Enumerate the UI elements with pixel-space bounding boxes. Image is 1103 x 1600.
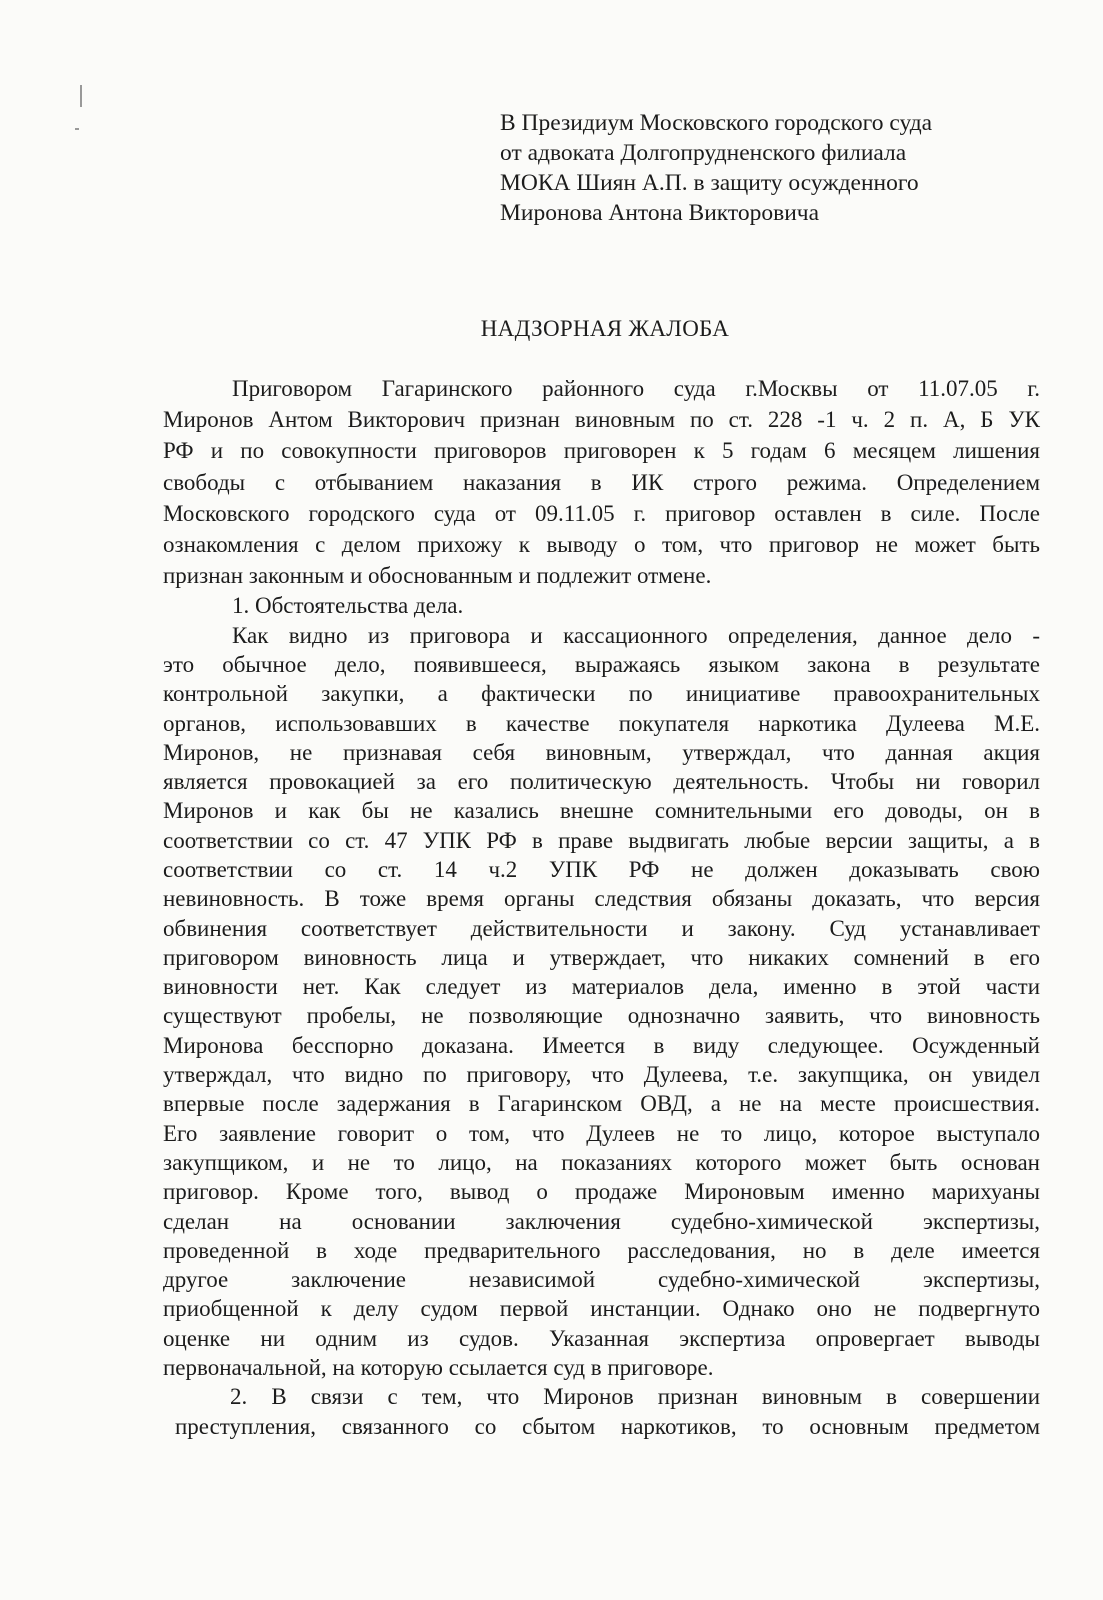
- text-line: приобщенной к делу судом первой инстанции. Однако оно не подвергнуто: [163, 1296, 1040, 1322]
- text-line: другое заключение независимой судебно-химической экспертизы,: [163, 1267, 1040, 1293]
- addressee-line: Миронова Антона Викторовича: [500, 200, 820, 226]
- text-line: Московского городского суда от 09.11.05 г. приговор оставлен в силе. После: [163, 500, 1040, 526]
- paragraph-2: [163, 621, 1040, 1383]
- scan-artifact: [75, 128, 79, 130]
- text-line: проведенной в ходе предварительного расследования, но в деле имеется: [163, 1237, 1040, 1263]
- text-line: ознакомления с делом прихожу к выводу о том, что приговор не может быть: [163, 531, 1040, 557]
- text-line: органов, использовавших в качестве покупателя наркотика Дулеева М.Е.: [163, 710, 1040, 736]
- text-line: Его заявление говорит о том, что Дулеев не то лицо, которое выступало: [163, 1120, 1040, 1146]
- text-line: приговор. Кроме того, вывод о продаже Мироновым именно марихуаны: [163, 1179, 1040, 1205]
- text-line: существуют пробелы, не позволяющие однозначно заявить, что виновность: [163, 1003, 1040, 1029]
- addressee-block: [500, 108, 932, 228]
- text-line: соответствии со ст. 47 УПК РФ в праве выдвигать любые версии защиты, а в: [163, 827, 1040, 853]
- section-2: [163, 1382, 1040, 1441]
- addressee-line: МОКА Шиян А.П. в защиту осужденного: [500, 170, 919, 196]
- text-line: оценке ни одним из судов. Указанная экспертиза опровергает выводы: [163, 1325, 1040, 1351]
- section-1-heading: 1. Обстоятельства дела.: [232, 593, 464, 619]
- text-line: виновности нет. Как следует из материалов дела, именно в этой части: [163, 974, 1040, 1000]
- text-line: Миронов, не признавая себя виновным, утверждал, что данная акция: [163, 739, 1040, 765]
- text-line: впервые после задержания в Гагаринском ОВД, а не на месте происшествия.: [163, 1091, 1040, 1117]
- text-line: обвинения соответствует действительности и закону. Суд устанавливает: [163, 915, 1040, 941]
- text-line: первоначальной, на которую ссылается суд в приговоре.: [163, 1355, 714, 1381]
- text-line: Миронов Антом Викторович признан виновным по ст. 228 -1 ч. 2 п. А, Б УК: [163, 407, 1040, 433]
- text-line: РФ и по совокупности приговоров приговорен к 5 годам 6 месяцем лишения: [163, 438, 1040, 464]
- text-line: контрольной закупки, а фактически по инициативе правоохранительных: [163, 681, 1040, 707]
- scan-artifact: [80, 85, 82, 107]
- text-line: является провокацией за его политическую деятельность. Чтобы ни говорил: [163, 769, 1040, 795]
- text-line: свободы с отбыванием наказания в ИК строго режима. Определением: [163, 469, 1040, 495]
- text-line: признан законным и обоснованным и подлежит отмене.: [163, 563, 712, 589]
- addressee-line: от адвоката Долгопрудненского филиала: [500, 140, 907, 166]
- text-line: это обычное дело, появившееся, выражаясь языком закона в результате: [163, 651, 1040, 677]
- text-line: Приговором Гагаринского районного суда г.Москвы от 11.07.05 г.: [232, 376, 1040, 401]
- document-body: [163, 373, 1040, 1441]
- text-line: невиновность. В тоже время органы следствия обязаны доказать, что версия: [163, 886, 1040, 912]
- text-line: Миронов и как бы не казались внешне сомнительными его доводы, он в: [163, 798, 1040, 824]
- paragraph-1: [163, 373, 1040, 591]
- document-title: НАДЗОРНАЯ ЖАЛОБА: [480, 316, 730, 341]
- text-line: 2. В связи с тем, что Миронов признан виновным в совершении: [230, 1384, 1040, 1410]
- text-line: сделан на основании заключения судебно-химической экспертизы,: [163, 1208, 1040, 1234]
- text-line: Миронова бесспорно доказана. Имеется в виду следующее. Осужденный: [163, 1032, 1040, 1058]
- text-line: приговором виновность лица и утверждает, что никаких сомнений в его: [163, 944, 1040, 970]
- text-line: утверждал, что видно по приговору, что Дулеева, т.е. закупщика, он увидел: [163, 1062, 1040, 1088]
- text-line: преступления, связанного со сбытом наркотиков, то основным предметом: [175, 1413, 1040, 1439]
- text-line: соответствии со ст. 14 ч.2 УПК РФ не должен доказывать свою: [163, 856, 1040, 882]
- addressee-line: В Президиум Московского городского суда: [500, 110, 933, 136]
- text-line: Как видно из приговора и кассационного определения, данное дело -: [232, 622, 1040, 648]
- text-line: закупщиком, и не то лицо, на показаниях которого может быть основан: [163, 1149, 1040, 1175]
